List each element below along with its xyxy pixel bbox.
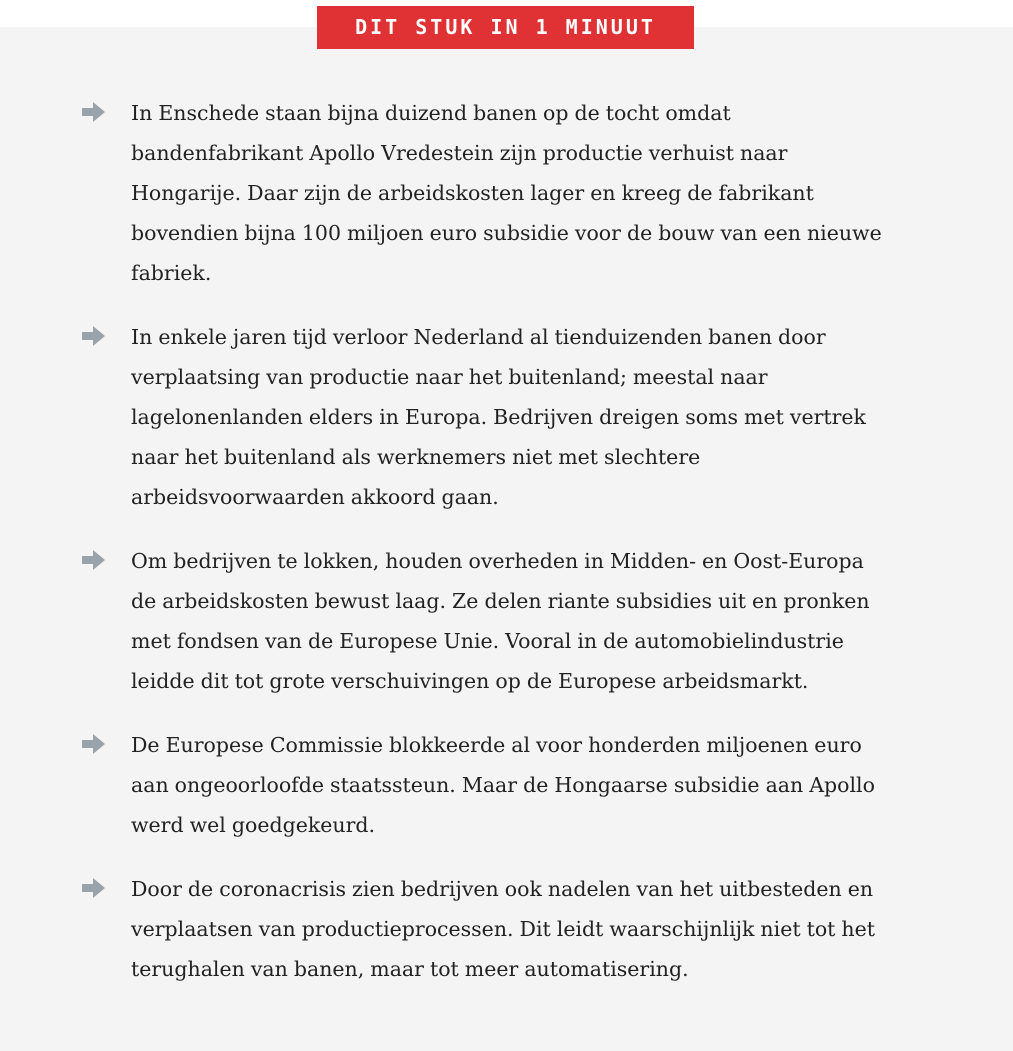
arrow-right-icon [82,550,105,570]
summary-text: In Enschede staan bijna duizend banen op de tocht omdat bandenfabrikant Apollo Vredestein zijn productie verhuist naar Hongarije. Daar zijn de arbeidskosten lager en kreeg de fabrikant bovendien bijna 100 miljoen euro subsidie voor de bouw van een nieuwe fabriek. [131,101,882,285]
summary-text: Om bedrijven te lokken, houden overheden in Midden- en Oost-Europa de arbeidskosten bewust laag. Ze delen riante subsidies uit en pronken met fondsen van de Europese Unie. Vooral in de automobielindustrie leidde dit tot grote verschuivingen op de Europese arbeidsmarkt. [131,549,870,693]
arrow-right-icon [82,734,105,754]
summary-text: Door de coronacrisis zien bedrijven ook nadelen van het uitbesteden en verplaatsen van productieprocessen. Dit leidt waarschijnlijk niet tot het terughalen van banen, maar tot meer automatisering. [131,877,875,981]
arrow-right-icon [82,878,105,898]
summary-text: In enkele jaren tijd verloor Nederland al tienduizenden banen door verplaatsing van productie naar het buitenland; meestal naar lagelonenlanden elders in Europa. Bedrijven dreigen soms met vertrek naar het buitenland als werknemers niet met slechtere arbeidsvoorwaarden akkoord gaan. [131,325,866,509]
arrow-right-icon [82,102,105,122]
section-badge: DIT STUK IN 1 MINUUT [317,6,694,49]
list-item [0,317,887,517]
list-item [0,541,887,701]
list-item [0,725,887,845]
arrow-right-icon [82,326,105,346]
list-item [0,93,887,293]
summary-list [0,93,1013,1013]
summary-text: De Europese Commissie blokkeerde al voor honderden miljoenen euro aan ongeoorloofde staatssteun. Maar de Hongaarse subsidie aan Apollo werd wel goedgekeurd. [131,733,875,837]
list-item [0,869,887,989]
